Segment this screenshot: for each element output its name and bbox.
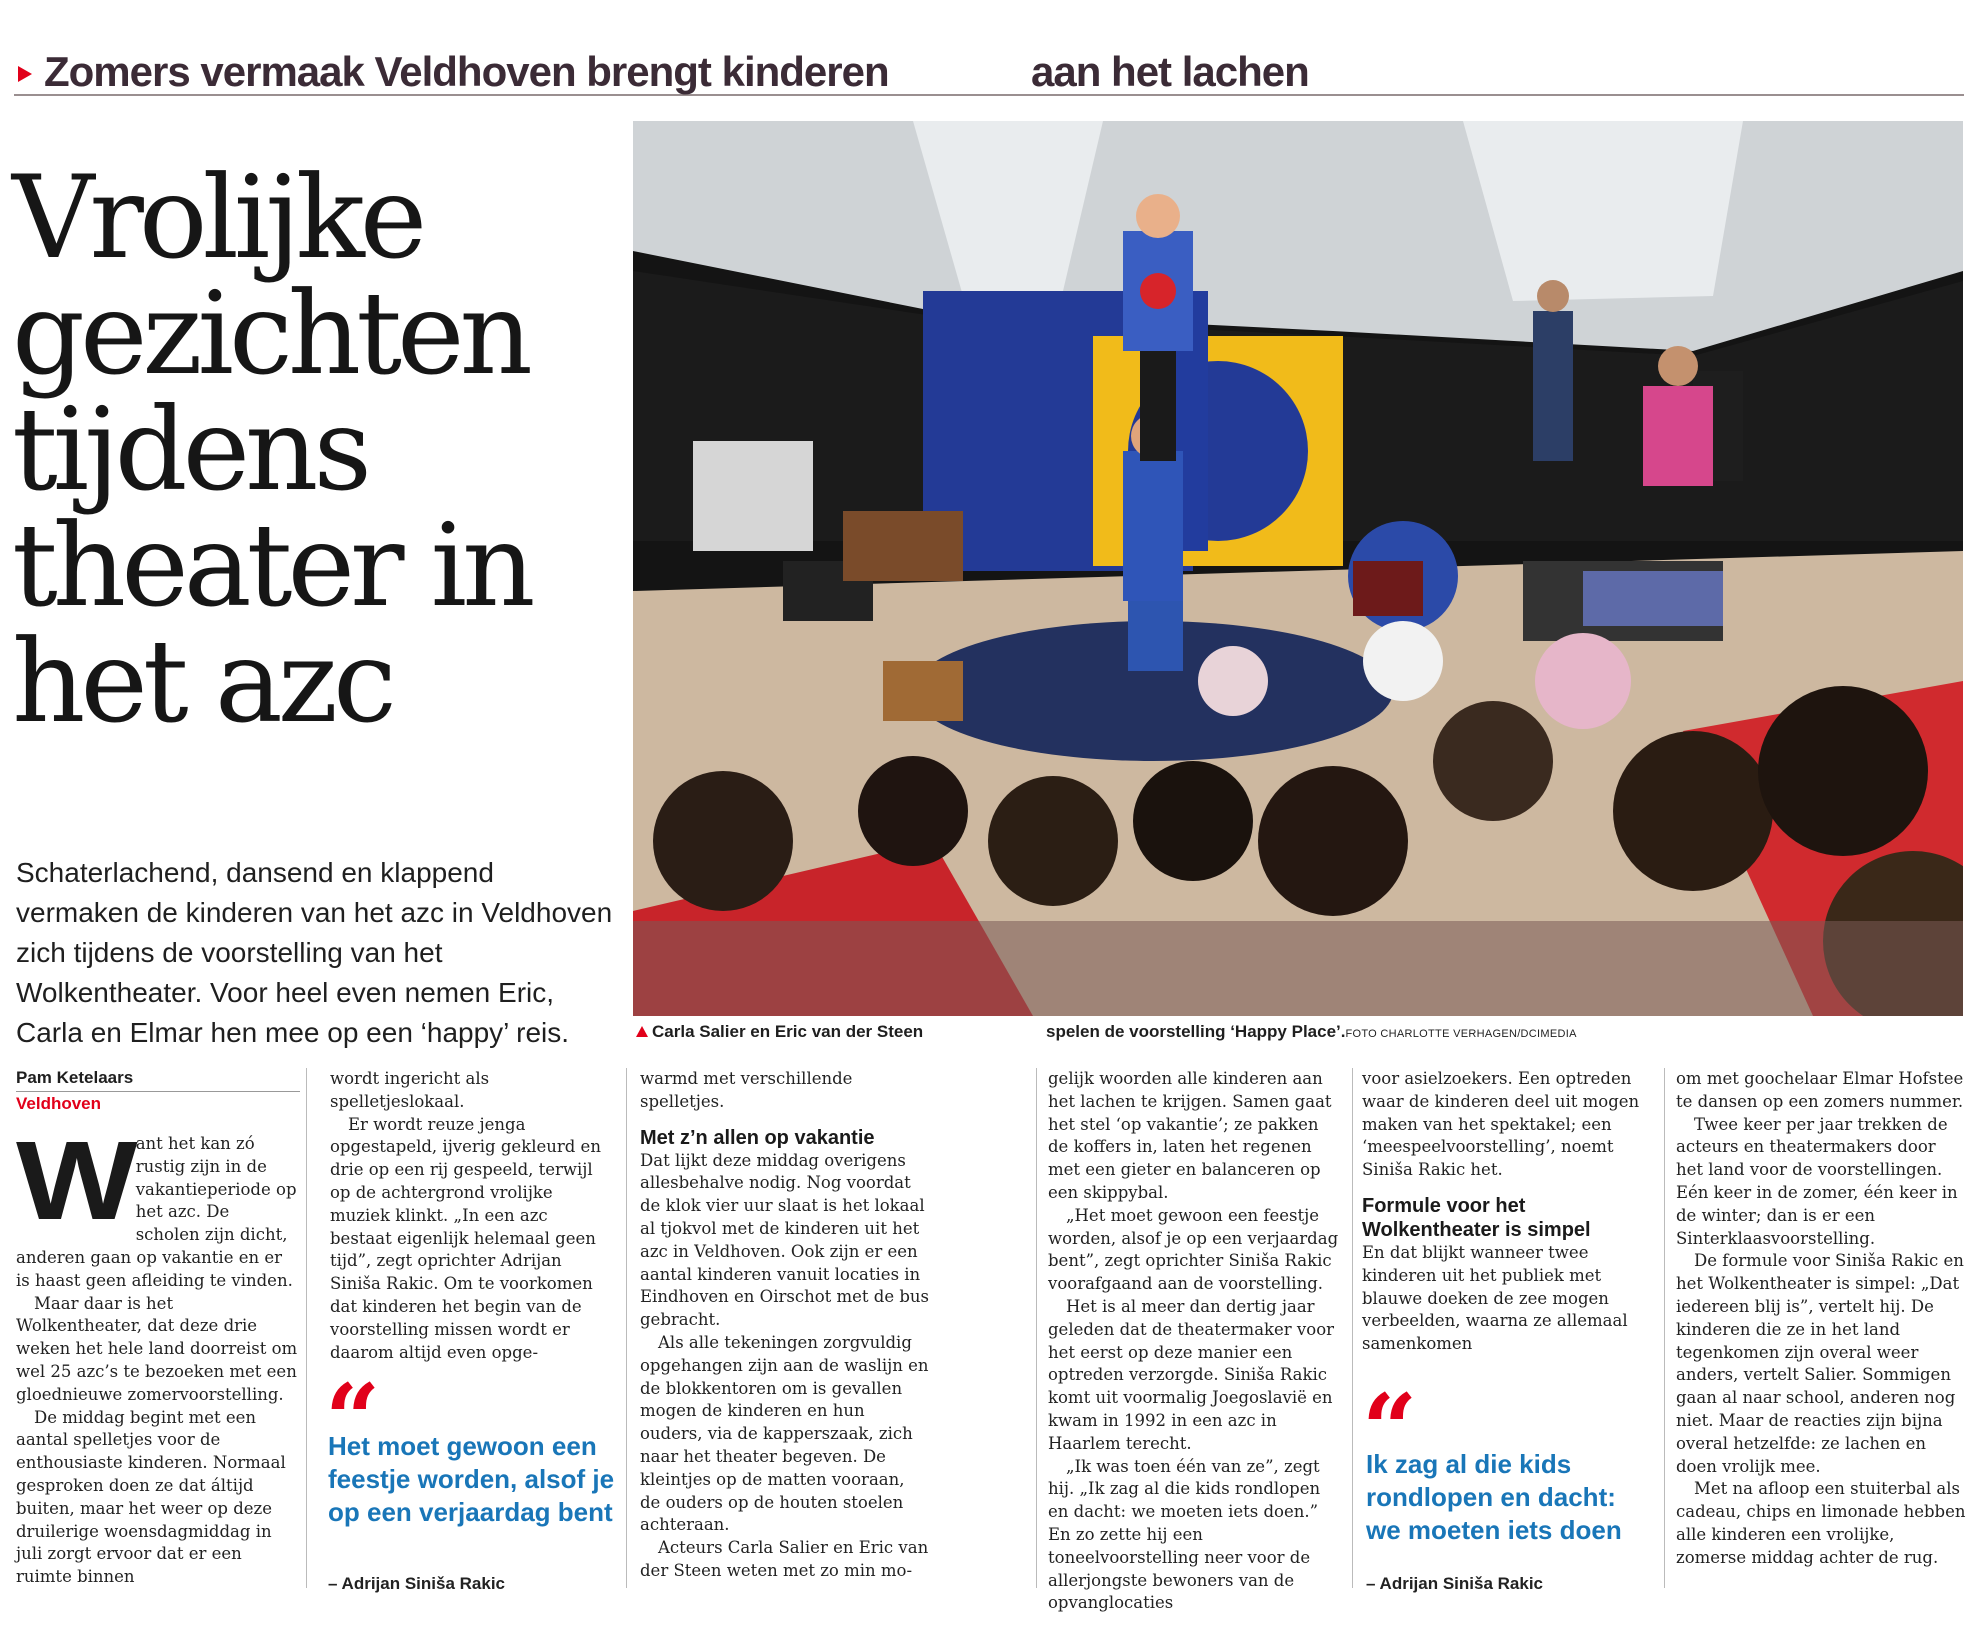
paragraph: gelijk woorden alle kinderen aan het lachen te krijgen. Samen gaat het stel ‘op vakantie’; ze pakken de koffers in, laten het regenen met een gieter en balanceren op een skippybal.	[1048, 1069, 1332, 1202]
kicker-text-2: aan het lachen	[1031, 48, 1309, 95]
stage-scene-illustration	[633, 121, 1963, 1016]
byline-author: Pam Ketelaars	[16, 1068, 134, 1087]
paragraph: Met na afloop een stuiterbal als cadeau, chips en limonade hebben alle kinderen een vrolijke, zomerse middag achter de rug.	[1676, 1479, 1966, 1567]
paragraph: „Het moet gewoon een feestje worden, alsof je op een verjaardag bent”, zegt oprichter Siniša Rakic voorafgaand aan de voorstelling.	[1048, 1205, 1339, 1294]
article-column-3	[640, 1068, 930, 1583]
paragraph: warmd met verschillende spelletjes.	[640, 1069, 853, 1111]
subheading-2: Formule voor het Wolkentheater is simpel	[1362, 1194, 1591, 1241]
column-divider	[306, 1068, 307, 1588]
article-column-4	[1048, 1068, 1340, 1615]
pull-quote-2-attribution: – Adrijan Siniša Rakic	[1366, 1574, 1543, 1593]
paragraph: En dat blijkt wanneer twee kinderen uit het publiek met blauwe doeken de zee mogen verbeelden, waarna ze allemaal samenkomen	[1362, 1242, 1628, 1354]
paragraph: „Ik was toen één van ze”, zegt hij. „Ik zag al die kids rondlopen en dacht: we moeten iets doen.” En zo zette hij een toneelvoorstelling neer voor de allerjongste bewoners van de opvanglocaties	[1048, 1456, 1321, 1613]
kicker-bar	[14, 42, 1964, 96]
byline-divider	[16, 1091, 300, 1092]
quote-mark-icon: “	[325, 1363, 381, 1476]
paragraph: Twee keer per jaar trekken de acteurs en theatermakers door het land voor de voorstellingen. Eén keer in de zomer, één keer in de winter; dan is er een Sinterklaasvoorstelling.	[1676, 1114, 1958, 1248]
photo-caption-2	[1046, 1022, 1577, 1042]
column-divider	[1664, 1068, 1665, 1588]
paragraph: De middag begint met een aantal spelletjes voor de enthousiaste kinderen. Normaal gesproken doen ze dat áltijd buiten, maar het weer op deze druilerige woensdagmiddag in juli zorgt ervoor dat er een ruimte binnen	[16, 1407, 286, 1587]
paragraph: Maar daar is het Wolkentheater, dat deze drie weken het hele land doorreist om wel 25 azc’s te bezoeken met een gloednieuwe zomervoorstelling.	[16, 1293, 298, 1404]
article-column-2	[330, 1068, 612, 1364]
paragraph: om met goochelaar Elmar Hofstee te dansen op een zomers nummer.	[1676, 1069, 1964, 1111]
pull-quote-2: Ik zag al die kids rondlopen en dacht: we moeten iets doen	[1366, 1449, 1622, 1545]
paragraph: Het is al meer dan dertig jaar geleden dat de theatermaker voor het eerst op deze manier een optreden verzorgde. Siniša Rakic komt uit voormalig Joegoslavië en kwam in 1992 in een azc in Haarlem terecht.	[1048, 1296, 1335, 1453]
photo-credit: FOTO CHARLOTTE VERHAGEN/DCIMEDIA	[1345, 1028, 1577, 1040]
column-divider	[1036, 1068, 1037, 1588]
paragraph: Als alle tekeningen zorgvuldig opgehangen zijn aan de waslijn en de blokkentoren om is gevallen mogen de kinderen en hun ouders, via de kapperszaak, zich naar het theater begeven. De kleintjes op de matten vooraan, de ouders op de houten stoelen achteraan.	[640, 1332, 929, 1535]
subheading-1: Met z’n allen op vakantie	[640, 1126, 875, 1149]
paragraph: wordt ingericht als spelletjeslokaal.	[330, 1069, 490, 1111]
pull-quote-1: Het moet gewoon een feestje worden, alsof je op een verjaardag bent	[328, 1431, 615, 1527]
byline-place: Veldhoven	[16, 1094, 102, 1113]
paragraph: De formule voor Siniša Rakic en het Wolkentheater is simpel: „Dat iedereen blij is”, vertelt hij. De kinderen die ze in het land tegenkomen zijn overal weer anders, vertelt Salier. Sommigen gaan al naar school, anderen nog niet. Maar de reacties zijn bijna overal hetzelfde: ze lachen en doen vrolijk mee.	[1676, 1251, 1964, 1476]
pull-quote-1-attribution: – Adrijan Siniša Rakic	[328, 1574, 505, 1593]
dropcap-letter: W	[16, 1118, 133, 1243]
caption-arrow-icon	[636, 1026, 648, 1037]
paragraph: ant het kan zó rustig zijn in de vakantieperiode op het azc. De scholen zijn dicht, anderen gaan op vakantie en er is haast geen afleiding te vinden.	[16, 1134, 297, 1290]
kicker-arrow-icon	[18, 66, 32, 82]
photo-caption-1: Carla Salier en Eric van der Steen	[652, 1022, 924, 1041]
quote-mark-icon: “	[1362, 1373, 1418, 1486]
paragraph: Dat lijkt deze middag overigens allesbehalve nodig. Nog voordat de klok vier uur slaat is het lokaal al tjokvol met de kinderen uit het azc in Veldhoven. Ook zijn er een aantal kinderen vanuit locaties in Eindhoven en Oirschot met de bus gebracht.	[640, 1150, 930, 1330]
headline: Vrolijke gezichten tijdens theater in het azc	[12, 151, 531, 748]
paragraph: Er wordt reuze jenga opgestapeld, ijverig gekleurd en drie op een rij gespeeld, terwijl op de achtergrond vrolijke muziek klinkt. „In een azc bestaat eigenlijk helemaal geen tijd”, zegt oprichter Adrijan Siniša Rakic. Om te voorkomen dat kinderen het begin van de voorstelling missen wordt er daarom altijd even opge-	[330, 1114, 601, 1362]
paragraph: voor asielzoekers. Een optreden waar de kinderen deel uit mogen maken van het spektakel; een ‘meespeelvoorstelling’, noemt Siniša Rakic het.	[1362, 1069, 1640, 1180]
column-divider	[1352, 1068, 1353, 1588]
intro-text: Schaterlachend, dansend en klappend vermaken de kinderen van het azc in Veldhoven zich tijdens de voorstelling van het Wolkentheater. Voor heel even nemen Eric, Carla en Elmar hen mee op een ‘happy’ reis.	[16, 857, 613, 1048]
article-photo	[633, 121, 1963, 1016]
article-column-6	[1676, 1068, 1966, 1570]
article-column-5	[1362, 1068, 1657, 1356]
article-column-1	[16, 1118, 298, 1589]
paragraph: Acteurs Carla Salier en Eric van der Steen weten met zo min mo-	[640, 1538, 929, 1580]
column-divider	[626, 1068, 627, 1588]
kicker-text-1: Zomers vermaak Veldhoven brengt kinderen	[44, 48, 889, 95]
caption-text-2: spelen de voorstelling ‘Happy Place’.	[1046, 1022, 1346, 1041]
